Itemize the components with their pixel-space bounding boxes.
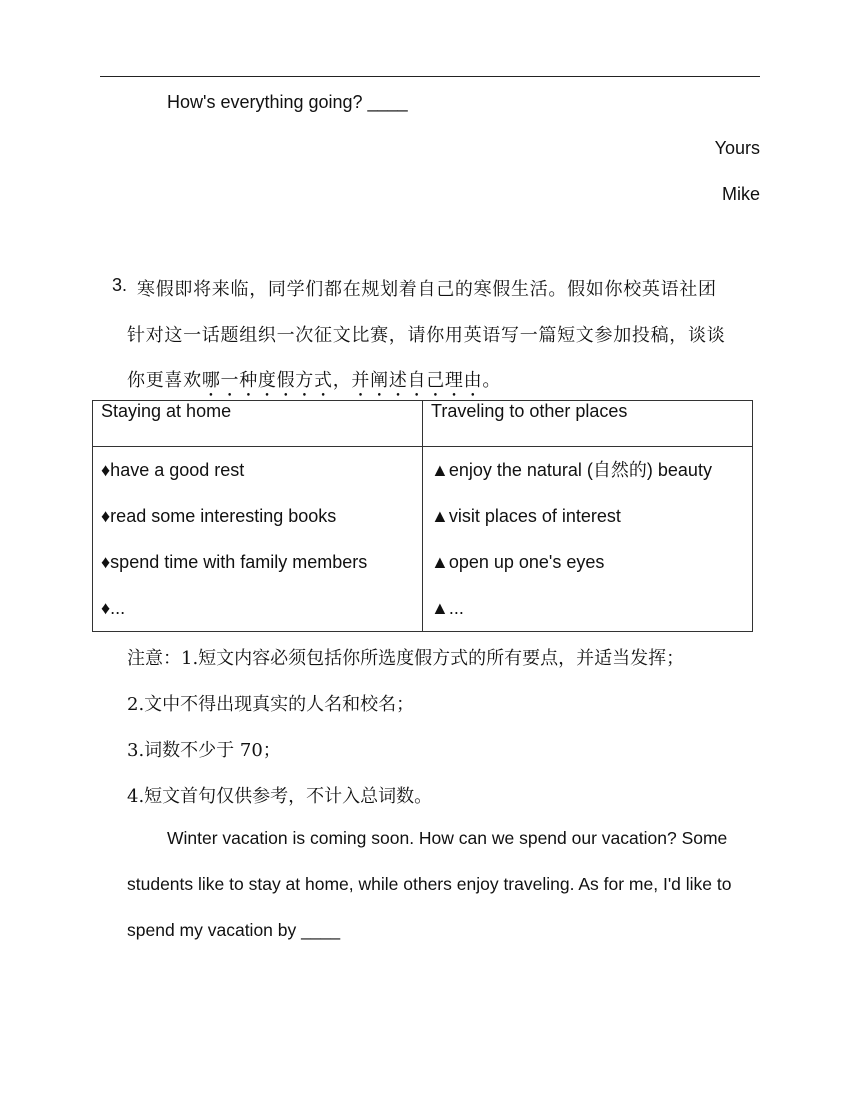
note-1: 注意：1.短文内容必须包括你所选度假方式的所有要点，并适当发挥； — [127, 648, 685, 669]
essay-line-2: students like to stay at home, while others enjoy traveling. As for me, I'd like to — [127, 874, 732, 894]
question-line-3 — [127, 366, 501, 401]
list-item: ♦... — [101, 598, 126, 618]
emphasis-vacation-way: 哪一种度假方式 — [201, 370, 333, 391]
list-item: ▲... — [431, 598, 464, 618]
header-traveling: Traveling to other places — [423, 401, 753, 447]
staying-points — [93, 447, 423, 632]
line3-comma: ， — [332, 370, 352, 391]
table-header-row — [93, 401, 753, 447]
list-item: ▲open up one's eyes — [431, 552, 605, 572]
list-item: ▲enjoy the natural (自然的) beauty — [431, 460, 712, 480]
essay-line-3: spend my vacation by ____ — [127, 920, 341, 940]
header-staying-at-home: Staying at home — [93, 401, 423, 447]
emphasis-reasons: 并阐述自己理由 — [351, 370, 483, 391]
list-item: ♦read some interesting books — [101, 506, 337, 526]
essay-line-1: Winter vacation is coming soon. How can we spend our vacation? Some — [167, 828, 728, 848]
list-item: ♦spend time with family members — [101, 552, 368, 572]
question-line-2: 针对这一话题组织一次征文比赛，请你用英语写一篇短文参加投稿，谈谈 — [127, 325, 726, 346]
table-body-row — [93, 447, 753, 632]
line3-end: 。 — [482, 370, 502, 391]
note-2: 2.文中不得出现真实的人名和校名； — [127, 694, 415, 715]
letter-signature: Mike — [721, 184, 760, 204]
question-line-1: 寒假即将来临，同学们都在规划着自己的寒假生活。假如你校英语社团 — [137, 279, 717, 300]
header-rule — [100, 76, 760, 77]
traveling-points — [423, 447, 753, 632]
question-number: 3. — [112, 275, 128, 295]
options-table — [92, 400, 753, 632]
list-item: ♦have a good rest — [101, 460, 245, 480]
note-4: 4.短文首句仅供参考，不计入总词数。 — [127, 786, 433, 807]
list-item: ▲visit places of interest — [431, 506, 621, 526]
line3-prefix: 你更喜欢 — [127, 370, 202, 391]
letter-closing-question: How's everything going? ____ — [167, 92, 408, 112]
letter-signoff: Yours — [714, 138, 760, 158]
note-3: 3.词数不少于 70； — [127, 740, 281, 761]
